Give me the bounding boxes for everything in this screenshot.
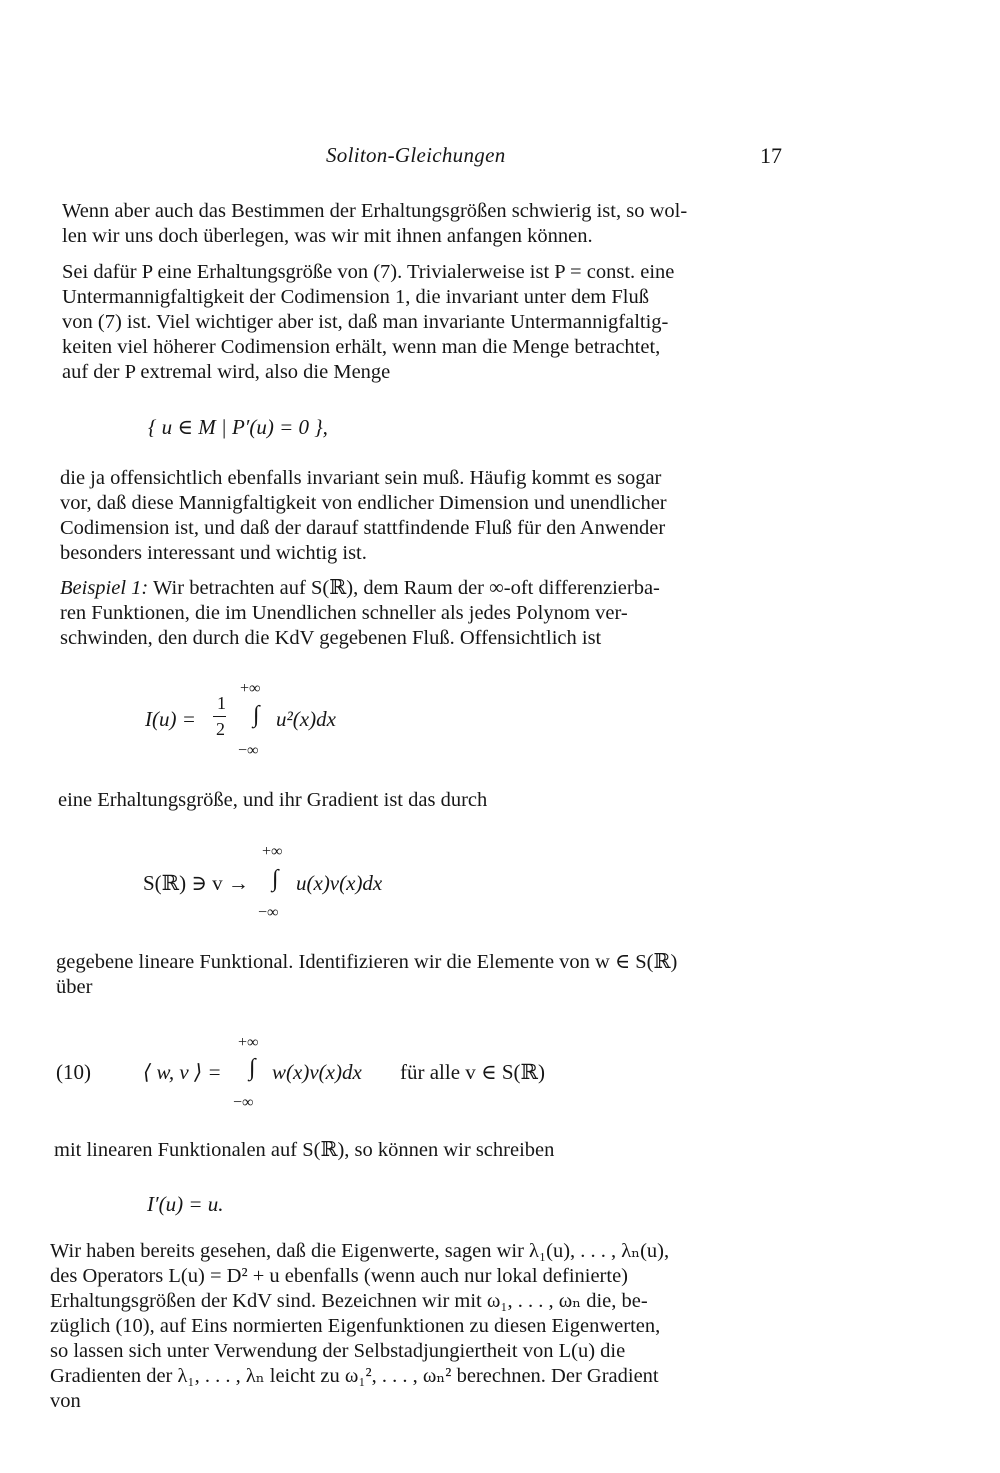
text-line: von [50, 1390, 81, 1412]
integral-sign: ∫ [249, 1055, 256, 1081]
fraction-denominator: 2 [216, 719, 225, 739]
text-line: Wir haben bereits gesehen, daß die Eigenwerte, sagen wir λ₁(u), . . . , λₙ(u), [50, 1240, 670, 1262]
text-line: des Operators L(u) = D² + u ebenfalls (wenn auch nur lokal definierte) [50, 1265, 629, 1287]
text-line: besonders interessant und wichtig ist. [60, 542, 367, 564]
text-line: ren Funktionen, die im Unendlichen schneller als jedes Polynom ver- [60, 602, 628, 624]
formula-integrand: u²(x)dx [276, 707, 336, 731]
text-line: züglich (10), auf Eins normierten Eigenfunktionen zu diesen Eigenwerten, [50, 1315, 661, 1337]
integral-upper-limit: +∞ [240, 680, 261, 697]
text-line: vor, daß diese Mannigfaltigkeit von endlicher Dimension und unendlicher [60, 492, 667, 514]
paragraph-2 [62, 260, 674, 385]
paragraph-3 [60, 466, 667, 566]
set-formula: { u ∈ M | P′(u) = 0 }, [148, 415, 328, 439]
fraction-bar [213, 716, 226, 717]
formula-lhs: ⟨ w, v ⟩ = [143, 1060, 222, 1084]
page-header [0, 143, 1000, 173]
formula-integrand: u(x)v(x)dx [296, 871, 383, 895]
gradient-formula: I′(u) = u. [147, 1192, 224, 1216]
text-line: Gradienten der λ₁, . . . , λₙ leicht zu ω₁², . . . , ωₙ² berechnen. Der Gradient [50, 1365, 659, 1387]
integral-upper-limit: +∞ [262, 843, 283, 860]
text-line: len wir uns doch überlegen, was wir mit ihnen anfangen können. [62, 225, 593, 247]
formula-lhs: S(ℝ) ∋ v → [143, 871, 249, 895]
integral-lower-limit: −∞ [233, 1094, 254, 1111]
example-label: Beispiel 1: [60, 577, 149, 599]
text-line: Codimension ist, und daß der darauf stattfindende Fluß für den Anwender [60, 517, 666, 539]
page-number: 17 [760, 143, 782, 168]
integral-lower-limit: −∞ [238, 742, 259, 759]
text-line: von (7) ist. Viel wichtiger aber ist, daß man invariante Untermannigfaltig- [62, 311, 669, 333]
formula-condition: für alle v ∈ S(ℝ) [400, 1060, 545, 1084]
text-line: Erhaltungsgrößen der KdV sind. Bezeichnen wir mit ω₁, . . . , ωₙ die, be- [50, 1290, 648, 1312]
text-line: Untermannigfaltigkeit der Codimension 1, die invariant unter dem Fluß [62, 286, 649, 308]
example-paragraph [60, 576, 660, 651]
paragraph-5 [56, 950, 677, 1000]
paragraph-4 [58, 788, 487, 813]
integral-upper-limit: +∞ [238, 1034, 259, 1051]
text-line: gegebene lineare Funktional. Identifizieren wir die Elemente von w ∈ S(ℝ) [56, 951, 678, 973]
running-title: Soliton-Gleichungen [326, 143, 506, 167]
fraction-numerator: 1 [217, 693, 226, 713]
paragraph-6 [54, 1138, 554, 1163]
text-line: keiten viel höherer Codimension erhält, wenn man die Menge betrachtet, [62, 336, 661, 358]
formula-lhs: I(u) = [145, 707, 196, 731]
text-line: so lassen sich unter Verwendung der Selbstadjungiertheit von L(u) die [50, 1340, 626, 1362]
equation-number: (10) [56, 1060, 91, 1084]
integral-lower-limit: −∞ [258, 904, 279, 921]
paragraph-7 [50, 1239, 669, 1414]
text-line: Sei dafür P eine Erhaltungsgröße von (7). Trivialerweise ist P = const. eine [62, 261, 675, 283]
text-line: schwinden, den durch die KdV gegebenen Fluß. Offensichtlich ist [60, 627, 602, 649]
text-line: auf der P extremal wird, also die Menge [62, 361, 391, 383]
text-line: über [56, 976, 93, 998]
text-line: Wenn aber auch das Bestimmen der Erhaltungsgrößen schwierig ist, so wol- [62, 200, 688, 222]
text-line: eine Erhaltungsgröße, und ihr Gradient ist das durch [58, 789, 488, 811]
integral-sign: ∫ [272, 866, 279, 892]
paragraph-1 [62, 199, 687, 249]
example-first-line [60, 576, 660, 601]
text-line: Wir betrachten auf S(ℝ), dem Raum der ∞-oft differenzierba- [153, 577, 660, 599]
text-line: die ja offensichtlich ebenfalls invariant sein muß. Häufig kommt es sogar [60, 467, 662, 489]
text-line: mit linearen Funktionalen auf S(ℝ), so können wir schreiben [54, 1139, 555, 1161]
integral-sign: ∫ [253, 702, 260, 728]
formula-integrand: w(x)v(x)dx [272, 1060, 362, 1084]
